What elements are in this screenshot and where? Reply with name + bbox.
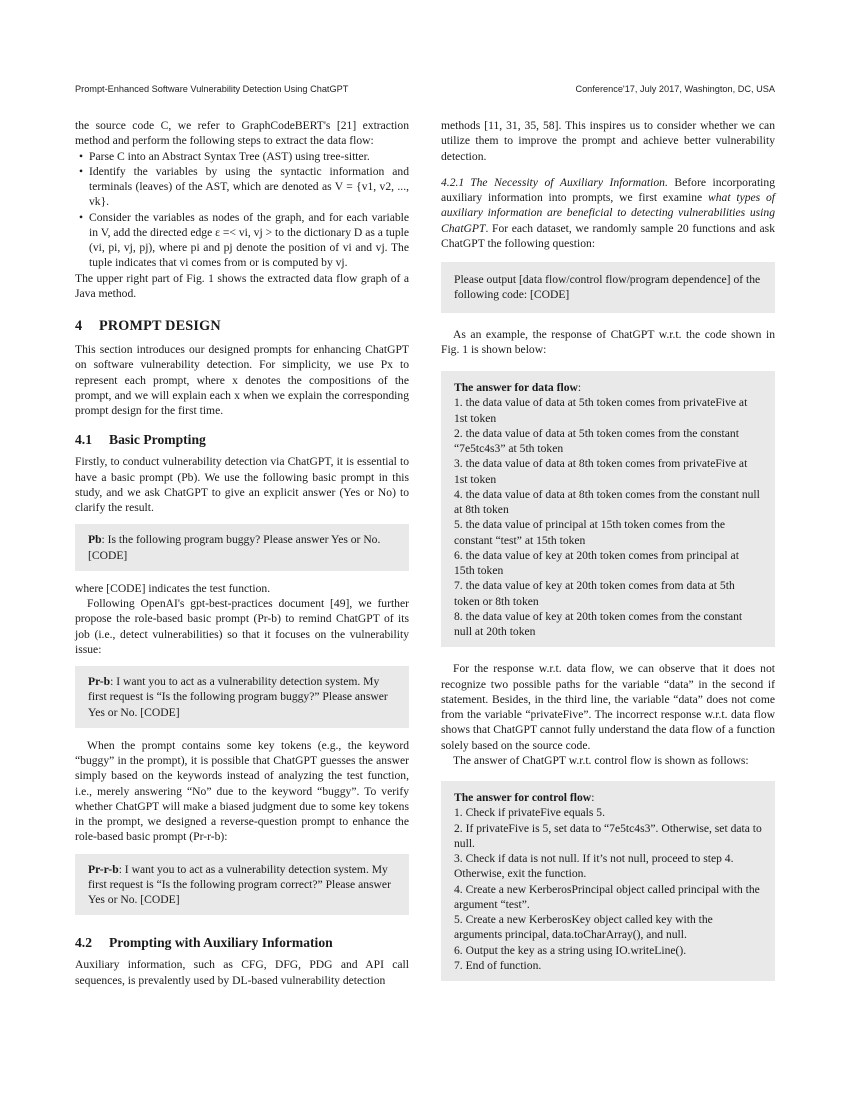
subsection-title: Basic Prompting bbox=[109, 432, 206, 448]
prompt-text: : I want you to act as a vulnerability detection system. My first request is “Is the following program buggy?” Please answer Yes or No. [CODE] bbox=[88, 675, 388, 719]
prompt-text: : I want you to act as a vulnerability detection system. My first request is “Is the following program correct?” Please answer Yes or No. [CODE] bbox=[88, 862, 391, 906]
prompt-text: : Is the following program buggy? Please answer Yes or No. [CODE] bbox=[88, 533, 381, 562]
subsubsection-paragraph bbox=[441, 175, 775, 251]
prompt-label: Pr-r-b bbox=[88, 862, 119, 876]
subsection-title: Prompting with Auxiliary Information bbox=[109, 935, 333, 951]
right-column bbox=[441, 118, 775, 991]
running-header-venue: Conference'17, July 2017, Washington, DC, USA bbox=[575, 84, 775, 94]
list-item: • Parse C into an Abstract Syntax Tree (AST) using tree-sitter. bbox=[89, 149, 409, 164]
answer-line: 3. Check if data is not null. If it’s not null, proceed to step 4. Otherwise, exit the function. bbox=[454, 852, 734, 881]
prompt-box-reverse bbox=[75, 854, 409, 916]
intro-paragraph: the source code C, we refer to GraphCodeBERT's [21] extraction method and perform the following steps to extract the data flow: bbox=[75, 119, 409, 148]
subsection-number: 4.2 bbox=[75, 935, 92, 951]
prompt-box-basic bbox=[75, 524, 409, 571]
subsection-paragraph: Firstly, to conduct vulnerability detection via ChatGPT, it is essential to have a basic prompt (Pb). We use the following basic prompt in this study, and we ask ChatGPT to give an explicit answer (Yes or No) to clarify the result. bbox=[75, 455, 409, 514]
dataflow-steps-list bbox=[75, 149, 409, 271]
figure-reference-paragraph: The upper right part of Fig. 1 shows the extracted data flow graph of a Java method. bbox=[75, 271, 409, 300]
subsection-number: 4.1 bbox=[75, 432, 92, 448]
answer-line: 8. the data value of key at 20th token comes from the constant null at 20th token bbox=[454, 609, 743, 638]
answer-line: 2. If privateFive is 5, set data to “7e5tc4s3”. Otherwise, set data to null. bbox=[454, 821, 762, 850]
answer-line: 6. Output the key as a string using IO.writeLine(). bbox=[454, 943, 687, 957]
section-title: PROMPT DESIGN bbox=[99, 318, 221, 334]
answer-line: 6. the data value of key at 20th token comes from principal at 15th token bbox=[454, 548, 739, 577]
answer-title-colon: : bbox=[577, 381, 582, 394]
answer-line: 3. the data value of data at 8th token comes from privateFive at 1st token bbox=[454, 457, 748, 486]
answer-title: The answer for data flow bbox=[454, 381, 578, 394]
subsection-heading-basic-prompting bbox=[75, 432, 409, 448]
paragraph-text: . For each dataset, we randomly sample 20 functions and ask ChatGPT the following question: bbox=[441, 221, 775, 250]
code-note-paragraph: where [CODE] indicates the test function. bbox=[75, 581, 271, 595]
running-header-title: Prompt-Enhanced Software Vulnerability Detection Using ChatGPT bbox=[75, 84, 349, 94]
list-item: • Consider the variables as nodes of the graph, and for each variable in V, add the directed edge ε =< vi, vj > to the dictionary D as a tuple (vi, pi, vj, pj), where pi and pj denote the position of vi and vj. The tuple indicates that vi comes from or is computed by vj. bbox=[89, 210, 409, 271]
reverse-question-paragraph: When the prompt contains some key tokens (e.g., the keyword “buggy” in the prompt), it is possible that ChatGPT guesses the answer simply based on the keywords instead of analyzing the test function, i.e., merely answering “No” due to the keyword “buggy”. To verify whether ChatGPT will make a biased judgment due to some key tokens in the prompt, we designed a reverse-question prompt to enhance the role-based basic prompt (Pr-r-b): bbox=[75, 738, 409, 844]
subsection-paragraph: Auxiliary information, such as CFG, DFG, PDG and API call sequences, is prevalently used by DL-based vulnerability detection bbox=[75, 958, 409, 987]
example-paragraph: As an example, the response of ChatGPT w.r.t. the code shown in Fig. 1 is shown below: bbox=[441, 327, 775, 356]
section-number: 4 bbox=[75, 318, 83, 334]
question-text: Please output [data flow/control flow/program dependence] of the following code: [CODE] bbox=[454, 273, 761, 302]
paragraph-text: Before incorporating auxiliary information into prompts, we first examine bbox=[441, 175, 775, 204]
subsubsection-title: The Necessity of Auxiliary Information. bbox=[470, 175, 668, 189]
control-flow-intro: The answer of ChatGPT w.r.t. control flow is shown as follows: bbox=[453, 753, 749, 767]
answer-line: 5. the data value of principal at 15th token comes from the constant “test” at 15th token bbox=[454, 518, 726, 547]
answer-line: 4. Create a new KerberosPrincipal object called principal with the argument “test”. bbox=[454, 882, 760, 911]
prompt-label: Pb bbox=[88, 533, 102, 547]
response-paragraph: For the response w.r.t. data flow, we can observe that it does not recognize two possible paths for the variable “data” in the second if statement. Besides, in the third line, the variable “data” does not come from the variable “privateFive”. The incorrect response w.r.t. data flow shows that ChatGPT cannot fully understand the data flow of a function solely based on the source code. bbox=[441, 662, 775, 752]
paragraph-emphasis: what types of auxiliary information are beneficial to detecting vulnerabilities using ChatGPT bbox=[441, 191, 775, 235]
answer-title: The answer for control flow bbox=[454, 791, 592, 804]
section-heading-prompt-design bbox=[75, 318, 409, 335]
controlflow-answer-box bbox=[441, 781, 775, 981]
continuation-paragraph: methods [11, 31, 35, 58]. This inspires us to consider whether we can utilize them to improve the prompt and achieve better vulnerability detection. bbox=[441, 119, 775, 163]
answer-line: 7. End of function. bbox=[454, 958, 542, 972]
question-box bbox=[441, 262, 775, 313]
prompt-label: Pr-b bbox=[88, 675, 111, 688]
answer-line: 4. the data value of data at 8th token comes from the constant null at 8th token bbox=[454, 487, 760, 516]
answer-line: 1. the data value of data at 5th token comes from privateFive at 1st token bbox=[454, 396, 748, 425]
role-based-paragraph: Following OpenAI's gpt-best-practices document [49], we further propose the role-based basic prompt (Pr-b) to remind ChatGPT of its job (i.e., detect vulnerabilities) so that it focuses on the vulnerability issue: bbox=[75, 597, 409, 656]
section-paragraph: This section introduces our designed prompts for enhancing ChatGPT on software vulnerability detection. For simplicity, we use Px to represent each prompt, where x denotes the compositions of the prompt, and we will explain each x when we explain the corresponding prompt design for the first time. bbox=[75, 343, 409, 417]
answer-line: 1. Check if privateFive equals 5. bbox=[454, 806, 606, 820]
answer-line: 2. the data value of data at 5th token comes from the constant “7e5tc4s3” at 5th token bbox=[454, 426, 739, 455]
answer-line: 7. the data value of key at 20th token comes from data at 5th token or 8th token bbox=[454, 579, 735, 608]
subsection-heading-auxiliary bbox=[75, 935, 409, 951]
dataflow-answer-box bbox=[441, 371, 775, 647]
answer-title-colon: : bbox=[591, 791, 595, 804]
prompt-box-role-based bbox=[75, 666, 409, 728]
answer-line: 5. Create a new KerberosKey object called key with the arguments principal, data.toCharArray(), and null. bbox=[454, 913, 713, 942]
left-column bbox=[75, 118, 409, 988]
subsubsection-number: 4.2.1 bbox=[441, 175, 465, 189]
list-item: • Identify the variables by using the syntactic information and terminals (leaves) of the AST, which are denoted as V = {v1, v2, ..., vk}. bbox=[89, 164, 409, 210]
